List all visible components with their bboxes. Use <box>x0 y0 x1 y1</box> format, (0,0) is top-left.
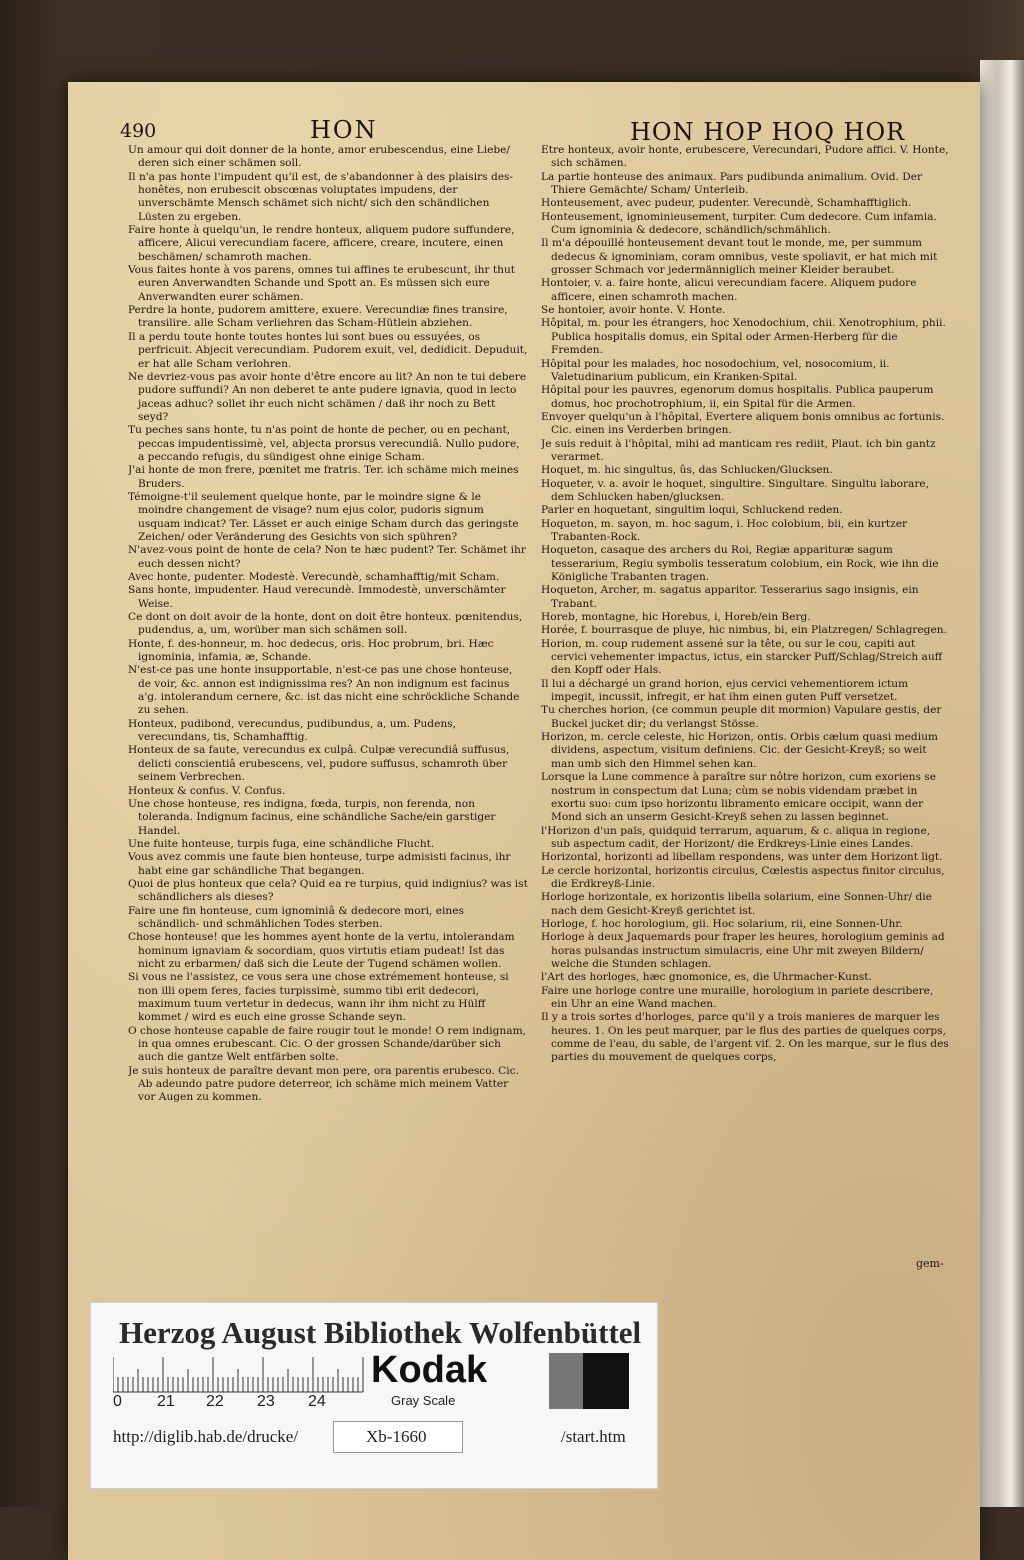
dictionary-entry: Tu cherches horion, (ce commun peuple dit mormion) Vapulare gestis, der Buckel jucket dir; du verlangst Stösse. <box>541 704 942 730</box>
page-edge-strip <box>980 60 1024 1507</box>
dictionary-entry: Chose honteuse! que les hommes ayent honte de la vertu, intolerandam hominum ignaviam & socordiam, quos virtutis etiam pudeat! Ist das nicht zu erbarmen/ daß sich die Leute der Tugend schämen wollen. <box>128 931 515 970</box>
url-prefix: http://diglib.hab.de/drucke/ <box>113 1427 299 1446</box>
gray-scale-label: Gray Scale <box>391 1393 456 1408</box>
dictionary-entry: Quoi de plus honteux que cela? Quid ea re turpius, quid indignius? was ist schändlichers als dieses? <box>128 877 528 904</box>
dictionary-entry: Hoqueton, Archer, m. sagatus apparitor. Tesserarius sago insignis, ein Trabant. <box>541 584 919 610</box>
dictionary-entry: Horloge, f. hoc horologium, gii. Hoc solarium, rii, eine Sonnen-Uhr. <box>541 917 903 930</box>
dictionary-entry: Honteusement, avec pudeur, pudenter. Verecundè, Schamhafftiglich. <box>541 197 912 210</box>
dictionary-entry: Il lui a déchargé un grand horion, ejus cervici vehementiorem ictum impegit, incussit, infregit, er hat ihm einen guten Puff versetzet. <box>541 677 909 704</box>
dictionary-entry: Lorsque la Lune commence à paraître sur nôtre horizon, cum exoriens se nostrum in conspectum dat Luna; cùm se nobis videndam præbet in exortu suo: cum ipso horizontu libramento emicare occipit, wann der Mond sich an unserm Gesicht-Kreyß sehen zu lassen beginnet. <box>541 771 936 824</box>
dictionary-entry: Se hontoier, avoir honte. V. Honte. <box>541 304 726 317</box>
dictionary-entry: Sans honte, impudenter. Haud verecundè. Immodestè, unverschämter Weise. <box>128 584 506 610</box>
scale-label-0: 0 <box>113 1393 122 1410</box>
dictionary-entry: Un amour qui doit donner de la honte, amor erubescendus, eine Liebe/ deren sich einer schämen soll. <box>128 144 510 170</box>
scale-label-22: 22 <box>206 1393 224 1410</box>
dictionary-entry: Horizontal, horizonti ad libellam respondens, was unter dem Horizont ligt. <box>541 851 943 864</box>
dictionary-entry: Il y a trois sortes d'horloges, parce qu'il y a trois manieres de marquer les heures. 1. On les peut marquer, par le flus des parties de quelques corps, comme de l'eau, du sable, de l'argent vif. 2. On les marque, sur le flus des parties du mouvement de quelques corps, <box>541 1011 949 1064</box>
dictionary-entry: Horée, f. bourrasque de pluye, hic nimbus, bi, ein Platzregen/ Schlagregen. <box>541 624 947 637</box>
dictionary-entry: N'avez-vous point de honte de cela? Non te hæc pudent? Ter. Schämet ihr euch dessen nicht? <box>128 544 526 570</box>
catchword: gem- <box>916 1257 944 1270</box>
dictionary-entry: Etre honteux, avoir honte, erubescere, Verecundari, Pudore affici. V. Honte, sich schämen. <box>541 144 949 170</box>
dictionary-entry: Hoqueton, casaque des archers du Roi, Regiæ apparituræ sagum tesserarium, Regiu symbolis tesseratum colobium, ein Rock, wie ihn die Königliche Trabanten tragen. <box>541 544 939 583</box>
dictionary-entry: Horizon, m. cercle celeste, hic Horizon, ontis. Orbis cælum quasi medium dividens, aspectum, visitum definiens. Cic. der Gesicht-Kreyß; so weit man umb sich den Himmel sehen kan. <box>541 731 938 770</box>
gray-swatch-mid <box>549 1353 583 1409</box>
ruler-scale <box>113 1355 393 1393</box>
dictionary-entry: Hoqueter, v. a. avoir le hoquet, singultire. Singultare. Singultu laborare, dem Schlucken haben/glucksen. <box>541 477 930 503</box>
dictionary-entry: Il m'a dépouillé honteusement devant tout le monde, me, per summum dedecus & ignominiam, coram omnibus, veste spoliavit, er hat mich mit grosser Schmach vor jedermänniglich meiner Kleider beraubet. <box>541 237 938 277</box>
left-column <box>128 144 528 1264</box>
dictionary-entry: Parler en hoquetant, singultim loqui, Schluckend reden. <box>541 504 843 517</box>
dictionary-entry: Une chose honteuse, res indigna, fœda, turpis, non ferenda, non toleranda. Indignum facinus, eine schändliche Sache/ein garstiger Handel. <box>128 797 496 837</box>
dictionary-entry: Je suis honteux de paraître devant mon pere, ora parentis erubesco. Cic. Ab adeundo patre pudore deterreor, ich schäme mich meinem Vatter vor Augen zu kommen. <box>128 1064 519 1104</box>
dictionary-entry: Horeb, montagne, hic Horebus, i, Horeb/ein Berg. <box>541 611 811 624</box>
dictionary-entry: Faire une fin honteuse, cum ignominiâ & dedecore mori, eines schändlich- und schmählichen Todes sterben. <box>128 904 464 930</box>
dictionary-entry: Tu peches sans honte, tu n'as point de honte de pecher, ou en pechant, peccas impudentissimè, vel, abjecta prorsus verecundiâ. Nullo pudore, a peccando refugis, du sündigest ohne einige Scham. <box>128 424 520 463</box>
library-target-card <box>90 1302 658 1489</box>
right-column <box>541 144 951 1264</box>
scale-label-23: 23 <box>257 1393 275 1410</box>
library-name: Herzog August Bibliothek Wolfenbüttel <box>119 1315 642 1350</box>
dictionary-entry: l'Art des horloges, hæc gnomonice, es, die Uhrmacher-Kunst. <box>541 971 872 984</box>
dictionary-entry: Honteux & confus. V. Confus. <box>128 784 286 797</box>
kodak-logo: Kodak <box>371 1349 488 1391</box>
dictionary-entry: Horion, m. coup rudement assené sur la tête, ou sur le cou, capiti aut cervici vehementer impactus, ictus, ein starcker Puff/Schlag/Streich auff den Kopff oder Hals. <box>541 637 943 677</box>
dictionary-entry: Je suis reduit à l'hôpital, mihi ad manticam res rediit, Plaut. ich bin gantz verarmet. <box>541 437 936 463</box>
url-suffix: /start.htm <box>561 1427 626 1446</box>
dictionary-entry: Hoquet, m. hic singultus, ûs, das Schlucken/Glucksen. <box>541 464 833 477</box>
dictionary-entry: Hôpital pour les malades, hoc nosodochium, vel, nosocomium, ii. Valetudinarium publicum, ein Kranken-Spital. <box>541 357 890 383</box>
dictionary-entry: Ce dont on doit avoir de la honte, dont on doit être honteux. pœnitendus, pudendus, a, um, worüber man sich schämen soll. <box>128 611 523 637</box>
dictionary-entry: Il a perdu toute honte toutes hontes lui sont bues ou essuyées, os perfricuit. Abjecit verecundiam. Pudorem exuit, vel, dedidicit. Depuduit, er hat alle Scham verlohren. <box>128 330 528 370</box>
dictionary-entry: Horloge à deux Jaquemards pour fraper les heures, horologium geminis ad horas pulsandas instructum simulacris, eine Uhr mit zweyen Bildern/ welche die Stunden schlagen. <box>541 931 945 970</box>
dictionary-entry: N'est-ce pas une honte insupportable, n'est-ce pas une chose honteuse, de voir, &c. annon est indignissima res? An non indignum est facinus a'g. intolerandum cernere, &c. ist das nicht eine schröckliche Schande zu sehen. <box>128 664 520 717</box>
dictionary-entry: Vous faites honte à vos parens, omnes tui affines te erubescunt, ihr thut euren Anverwandten Schande und Spott an. Es müssen sich eure Anverwandten eurer schämen. <box>128 264 516 303</box>
scale-label-21: 21 <box>157 1393 175 1410</box>
dictionary-entry: Il n'a pas honte l'impudent qu'il est, de s'abandonner à des plaisirs des-honêtes, non erubescit obscœnas voluptates impudens, der unverschämte Mensch schämet sich nicht/ sich den schändlichen Lüsten zu ergeben. <box>128 170 514 223</box>
dictionary-entry: Ne devriez-vous pas avoir honte d'être encore au lit? An non te tui debere pudore suffundi? An non deberet te ante pudere ignavia, quod in lecto jaceas adhuc? sollet ihr euch nicht schämen / daß ihr noch zu Bett seyd? <box>128 370 527 423</box>
gray-swatch-black <box>583 1353 629 1409</box>
dictionary-entry: Si vous ne l'assistez, ce vous sera une chose extrémement honteuse, si non illi opem feres, facies turpissimè, summo tibi erit dedecori, maximum tuum vertetur in dedecus, wann ihr ihm nicht zu Hülff kommet / wird es euch eine grosse Schande seyn. <box>128 971 509 1024</box>
dictionary-entry: l'Horizon d'un païs, quidquid terrarum, aquarum, & c. aliqua in regione, sub aspectum cadit, der Horizont/ die Erdkreys-Linie eines Landes. <box>541 824 931 850</box>
dictionary-entry: O chose honteuse capable de faire rougir tout le monde! O rem indignam, in qua omnes erubescant. Cic. O der grossen Schande/darüber sich auch die gantze Welt entfärben solte. <box>128 1024 527 1064</box>
shelfmark: Xb-1660 <box>366 1427 427 1446</box>
dictionary-entry: Une fuite honteuse, turpis fuga, eine schändliche Flucht. <box>128 837 435 850</box>
dictionary-entry: Hôpital pour les pauvres, egenorum domus hospitalis. Publica pauperum domus, hoc prochotrophium, ii, ein Spital für die Armen. <box>541 384 934 410</box>
dictionary-entry: Horloge horizontale, ex horizontis libella solarium, eine Sonnen-Uhr/ die nach dem Gesicht-Kreyß gerichtet ist. <box>541 891 932 917</box>
dictionary-entry: Hôpital, m. pour les étrangers, hoc Xenodochium, chii. Xenotrophium, phii. Publica hospitalis domus, ein Spital oder Armen-Herberg für die Fremden. <box>541 317 946 357</box>
dictionary-entry: Vous avez commis une faute bien honteuse, turpe admisisti facinus, ihr habt eine gar schändliche That begangen. <box>128 851 511 877</box>
running-head-right: HON HOP HOQ HOR <box>630 118 906 146</box>
dictionary-entry: Honteux de sa faute, verecundus ex culpâ. Culpæ verecundiâ suffusus, delicti conscientiâ erubescens, vel, pudore suffusus, schamroth über seinem Verbrechen. <box>128 744 510 784</box>
scale-label-24: 24 <box>308 1393 326 1410</box>
running-head-left: HON <box>310 116 378 144</box>
dictionary-entry: Hoqueton, m. sayon, m. hoc sagum, i. Hoc colobium, bii, ein kurtzer Trabanten-Rock. <box>541 517 908 543</box>
dictionary-entry: Hontoier, v. a. faire honte, alicui verecundiam facere. Aliquem pudore afficere, einen schamroth machen. <box>541 277 917 303</box>
dictionary-entry: J'ai honte de mon frere, pœnitet me fratris. Ter. ich schäme mich meines Bruders. <box>128 464 519 490</box>
dictionary-entry: Faire une horloge contre une muraille, horologium in pariete describere, ein Uhr an eine Wand machen. <box>541 984 934 1010</box>
dictionary-entry: Honte, f. des-honneur, m. hoc dedecus, oris. Hoc probrum, bri. Hæc ignominia, infamia, æ, Schande. <box>128 637 494 664</box>
dictionary-entry: Envoyer quelqu'un à l'hôpital, Evertere aliquem bonis omnibus ac fortunis. Cic. einen ins Verderben bringen. <box>541 410 945 437</box>
dictionary-entry: Le cercle horizontal, horizontis circulus, Cœlestis aspectus finitor circulus, die Erdkreyß-Linie. <box>541 864 945 890</box>
dictionary-entry: Avec honte, pudenter. Modestè. Verecundè, schamhafftig/mit Scham. <box>128 571 500 583</box>
dictionary-entry: Honteusement, ignominieusement, turpiter. Cum dedecore. Cum infamia. Cum ignominia & dedecore, schändlich/schmählich. <box>541 210 937 237</box>
dictionary-entry: Honteux, pudibond, verecundus, pudibundus, a, um. Pudens, verecundans, tis, Schamhafftig. <box>128 717 456 744</box>
dictionary-entry: La partie honteuse des animaux. Pars pudibunda animalium. Ovid. Der Thiere Gemächte/ Scham/ Unterleib. <box>541 170 923 197</box>
page-number: 490 <box>120 120 157 142</box>
dictionary-entry: Témoigne-t'il seulement quelque honte, par le moindre signe & le moindre changement de visage? num ejus color, pudoris signum usquam indicat? Ter. Lässet er auch einige Scham durch das geringste Zeichen/ oder Veränderung des Gesichts von sich spühren? <box>128 490 519 543</box>
dictionary-entry: Perdre la honte, pudorem amittere, exuere. Verecundiæ fines transire, transilire. alle Scham verliehren das Scham-Hütlein abziehen. <box>128 304 508 330</box>
dictionary-entry: Faire honte à quelqu'un, le rendre honteux, aliquem pudore suffundere, afficere, Alicui verecundiam facere, afficere, creare, incutere, einen beschämen/ schamroth machen. <box>128 224 515 263</box>
